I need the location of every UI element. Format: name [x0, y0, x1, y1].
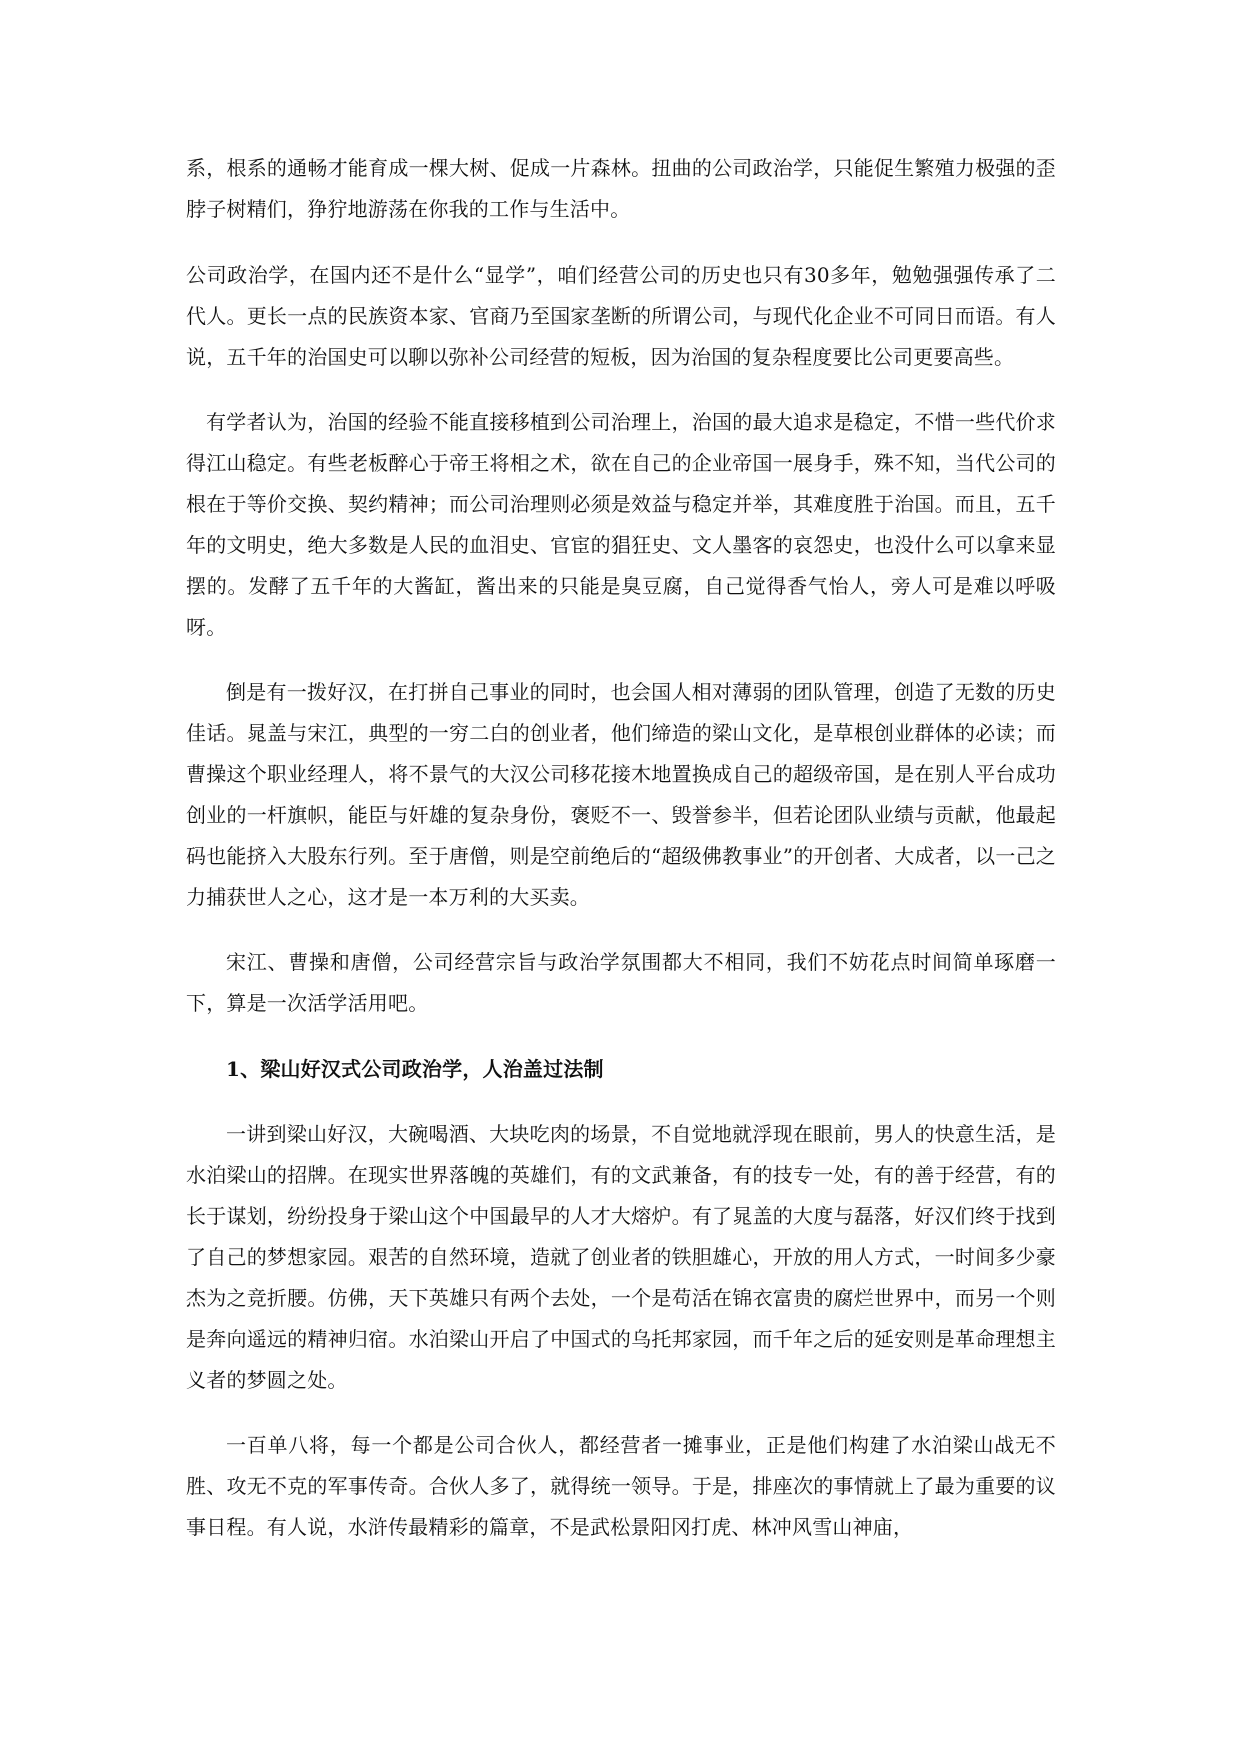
paragraph-2: 公司政治学，在国内还不是什么“显学”，咱们经营公司的历史也只有30多年，勉勉强强传承了二代人。更长一点的民族资本家、官商乃至国家垄断的所谓公司，与现代化企业不可同日而语。有人说，五千年的治国史可以聊以弥补公司经营的短板，因为治国的复杂程度要比公司更要高些。 — [186, 263, 1056, 369]
paragraph-3: 有学者认为，治国的经验不能直接移植到公司治理上，治国的最大追求是稳定，不惜一些代价求得江山稳定。有些老板醉心于帝王将相之术，欲在自己的企业帝国一展身手，殊不知，当代公司的根在于等价交换、契约精神；而公司治理则必须是效益与稳定并举，其难度胜于治国。而且，五千年的文明史，绝大多数是人民的血泪史、官宦的猖狂史、文人墨客的哀怨史，也没什么可以拿来显摆的。发酵了五千年的大酱缸，酱出来的只能是臭豆腐，自己觉得香气怡人，旁人可是难以呼吸呀。 — [186, 410, 1056, 639]
paragraph-7: 一百单八将，每一个都是公司合伙人，都经营者一摊事业，正是他们构建了水泊梁山战无不胜、攻无不克的军事传奇。合伙人多了，就得统一领导。于是，排座次的事情就上了最为重要的议事日程。有人说，水浒传最精彩的篇章，不是武松景阳冈打虎、林冲风雪山神庙， — [186, 1433, 1056, 1539]
paragraph-6: 一讲到梁山好汉，大碗喝酒、大块吃肉的场景，不自觉地就浮现在眼前，男人的快意生活，是水泊梁山的招牌。在现实世界落魄的英雄们，有的文武兼备，有的技专一处，有的善于经营，有的长于谋划，纷纷投身于梁山这个中国最早的人才大熔炉。有了晁盖的大度与磊落，好汉们终于找到了自己的梦想家园。艰苦的自然环境，造就了创业者的铁胆雄心，开放的用人方式，一时间多少豪杰为之竞折腰。仿佛，天下英雄只有两个去处，一个是苟活在锦衣富贵的腐烂世界中，而另一个则是奔向遥远的精神归宿。水泊梁山开启了中国式的乌托邦家园，而千年之后的延安则是革命理想主义者的梦圆之处。 — [186, 1122, 1056, 1392]
paragraph-4: 倒是有一拨好汉，在打拼自己事业的同时，也会国人相对薄弱的团队管理，创造了无数的历史佳话。晁盖与宋江，典型的一穷二白的创业者，他们缔造的梁山文化，是草根创业群体的必读；而曹操这个职业经理人，将不景气的大汉公司移花接木地置换成自己的超级帝国，是在别人平台成功创业的一杆旗帜，能臣与奸雄的复杂身份，褒贬不一、毁誉参半，但若论团队业绩与贡献，他最起码也能挤入大股东行列。至于唐僧，则是空前绝后的“超级佛教事业”的开创者、大成者，以一己之力捕获世人之心，这才是一本万利的大买卖。 — [186, 680, 1056, 909]
paragraph-1: 系，根系的通畅才能育成一棵大树、促成一片森林。扭曲的公司政治学，只能促生繁殖力极强的歪脖子树精们，狰狞地游荡在你我的工作与生活中。 — [186, 156, 1056, 221]
document-body — [186, 148, 1056, 1548]
paragraph-5: 宋江、曹操和唐僧，公司经营宗旨与政治学氛围都大不相同，我们不妨花点时间简单琢磨一下，算是一次活学活用吧。 — [186, 950, 1056, 1015]
section-heading: 1、梁山好汉式公司政治学，人治盖过法制 — [226, 1057, 604, 1081]
